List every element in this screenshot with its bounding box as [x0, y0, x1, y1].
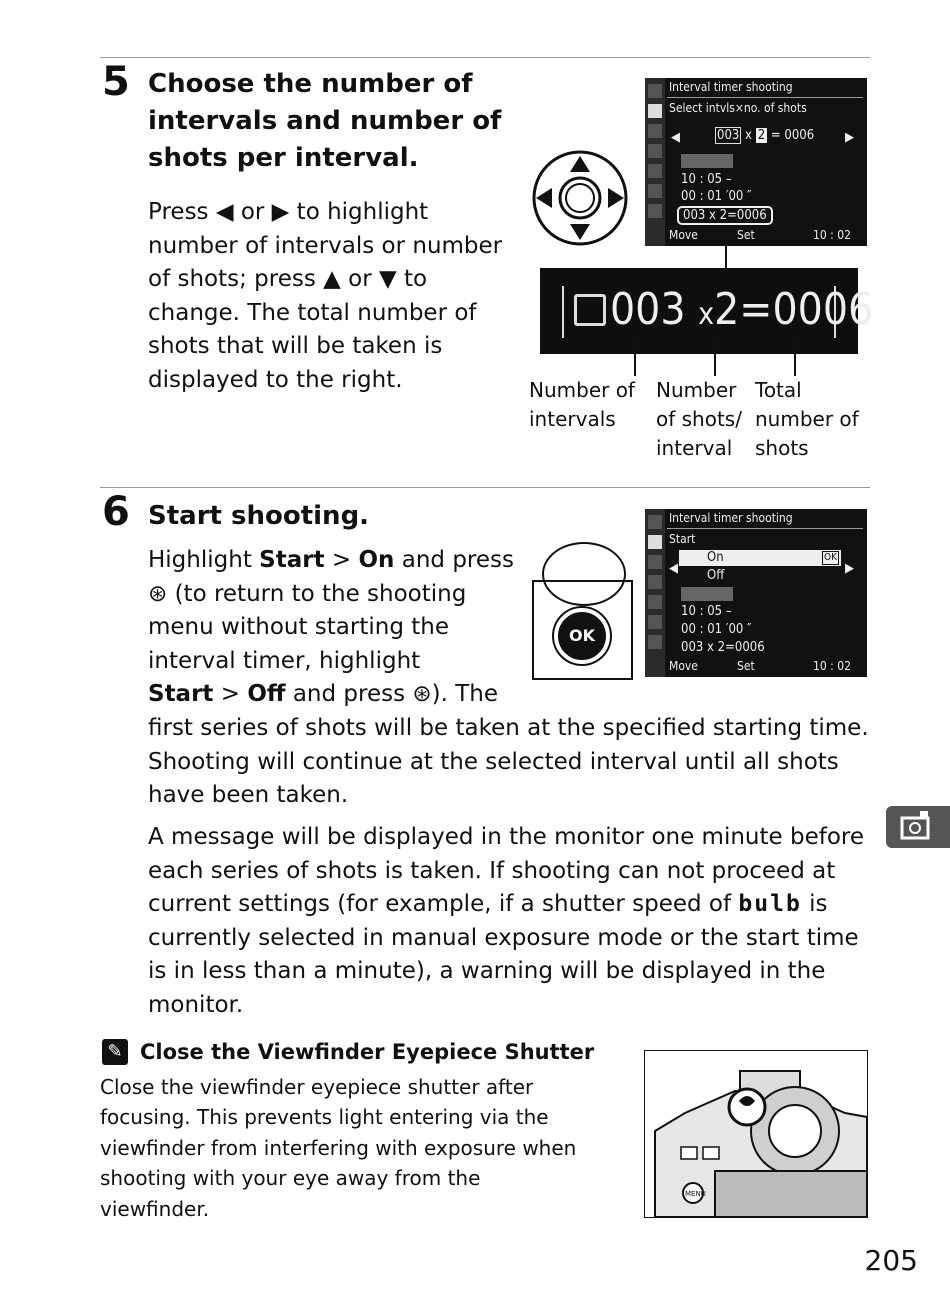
interval-time: 00 : 01 ′00 ″ [681, 622, 752, 637]
text-run: and press [394, 547, 514, 573]
right-arrow-icon: ▶ [845, 561, 854, 576]
note-line: viewfinder from interfering with exposure when [100, 1135, 577, 1160]
body-line: menu without starting the [148, 614, 449, 641]
mode-icons [681, 587, 733, 601]
interval-time: 00 : 01 ′00 ″ [681, 189, 752, 204]
body-line: shots that will be taken is [148, 333, 443, 360]
body-line: number of intervals or number [148, 232, 503, 259]
camera-monitor-screen-start [645, 509, 867, 677]
top-rule [100, 57, 870, 58]
body-line: interval timer, highlight [148, 647, 421, 674]
callout-total: Total number of shots [755, 378, 859, 460]
chapter-tab [886, 806, 950, 848]
body-line: currently selected in manual exposure mode or the start time [148, 924, 859, 951]
setting-intervals: 003 [717, 128, 740, 143]
body-line: have been taken. [148, 782, 349, 809]
enlarged-readout [540, 268, 874, 354]
setting-eq: = [770, 128, 781, 143]
note-body [100, 1072, 620, 1224]
summary-highlight: 003 x 2=0006 [677, 206, 773, 225]
readout-intervals: 003 [610, 284, 686, 335]
note-title: Close the Viewfinder Eyepiece Shutter [140, 1040, 595, 1064]
body-line [148, 888, 864, 922]
option-off: Off [707, 568, 725, 583]
setting-x: x [745, 128, 752, 143]
ok-button-icon: OK [554, 608, 610, 664]
camera-menu-icon [886, 806, 950, 848]
readout-x: x [698, 297, 715, 332]
step-5-title-line: Choose the number of [148, 69, 473, 99]
bulb-display-text: bulb [738, 891, 802, 918]
left-arrow-icon: ◀ [671, 130, 680, 145]
multi-shot-icon [574, 294, 606, 326]
body-line: is in less than a minute), a warning will be displayed in the [148, 958, 826, 985]
footer-time: 10 : 02 [813, 228, 851, 242]
step-6-title: Start shooting. [148, 501, 370, 531]
menu-tabs [645, 78, 665, 246]
readout-eq: = [739, 284, 773, 335]
footer-move: Move [669, 659, 698, 673]
footer-set: Set [737, 659, 755, 673]
body-line: ⊛ (to return to the shooting [148, 580, 467, 607]
footer-set: Set [737, 228, 755, 242]
setting-shots: 2 [757, 128, 766, 143]
section-rule [100, 487, 870, 488]
ok-badge: OK [824, 552, 837, 563]
menu-term: On [358, 547, 395, 573]
step-6-number: 6 [102, 489, 130, 535]
body-line: Shooting will continue at the selected interval until all shots [148, 748, 839, 775]
left-arrow-icon: ◀ [669, 561, 678, 576]
setting-row [715, 128, 814, 143]
step-6-warning-paragraph [148, 821, 864, 1023]
menu-term: Start [259, 547, 325, 573]
readout-shots: 2 [714, 284, 740, 335]
callout-line-total [794, 336, 796, 376]
body-line: first series of shots will be taken at the specified starting time. [148, 714, 869, 741]
text-run: current settings (for example, if a shutter speed of [148, 891, 739, 918]
body-line: each series of shots is taken. If shooting can not proceed at [148, 857, 836, 884]
readout-total: 0006 [772, 284, 874, 335]
body-line: displayed to the right. [148, 366, 403, 393]
dial-outline [542, 542, 626, 606]
option-on-highlight [679, 550, 841, 566]
step-5-body [148, 196, 502, 398]
readout-values [610, 284, 873, 341]
menu-term: Off [247, 681, 286, 708]
footer-time: 10 : 02 [813, 659, 851, 673]
step-5-title-line: shots per interval. [148, 143, 419, 173]
note-line: Close the viewfinder eyepiece shutter after [100, 1075, 534, 1099]
text-run: is [801, 891, 828, 918]
camera-eyepiece-illustration [644, 1050, 868, 1218]
header-divider [667, 97, 863, 98]
text-run: > [213, 681, 248, 708]
body-line: change. The total number of [148, 299, 477, 326]
mode-icons [681, 154, 733, 168]
body-line: monitor. [148, 991, 244, 1018]
body-line [148, 678, 869, 712]
setting-total: 0006 [784, 128, 815, 143]
multi-selector-icon [530, 150, 630, 246]
body-line: Press ◀ or ▶ to highlight [148, 199, 429, 225]
option-on: On [707, 550, 724, 565]
screen-subheader: Start [669, 532, 696, 546]
callout-line-intervals [634, 336, 636, 376]
start-time: 10 : 05 – [681, 604, 732, 619]
note-line: shooting with your eye away from the [100, 1166, 481, 1191]
camera-back-drawing [645, 1051, 867, 1217]
screen-subheader: Select intvls×no. of shots [669, 101, 807, 115]
screen-header: Interval timer shooting [669, 80, 793, 94]
camera-monitor-screen [645, 78, 867, 246]
page-number: 205 [864, 1244, 918, 1277]
header-divider [667, 528, 863, 529]
summary: 003 x 2=0006 [681, 640, 765, 655]
screen-header: Interval timer shooting [669, 511, 793, 525]
pencil-icon: ✎ [102, 1039, 128, 1065]
step-5-title-line: intervals and number of [148, 106, 502, 136]
start-time: 10 : 05 – [681, 172, 732, 187]
right-arrow-icon: ▶ [845, 130, 854, 145]
body-line: A message will be displayed in the monitor one minute before [148, 824, 864, 850]
note-line: focusing. This prevents light entering via the [100, 1105, 549, 1130]
body-line: of shots; press ▲ or ▼ to [148, 266, 428, 293]
callout-line-shots [714, 336, 716, 376]
footer-move: Move [669, 228, 698, 242]
step-5-number: 5 [102, 59, 130, 105]
zoom-leader-line [725, 230, 727, 270]
text-run: Highlight [148, 547, 260, 573]
text-run: > [324, 547, 359, 573]
menu-tabs [645, 509, 665, 677]
menu-button-label: MENU [685, 1190, 706, 1198]
callout-shots: Number of shots/ interval [656, 378, 742, 460]
step-5-title [148, 66, 501, 177]
menu-term: Start [148, 681, 214, 708]
ok-button-illustration [532, 580, 633, 680]
text-run: and press ⊛). The [285, 681, 499, 708]
callout-intervals: Number of intervals [529, 378, 635, 431]
note-line: viewfinder. [100, 1196, 210, 1221]
